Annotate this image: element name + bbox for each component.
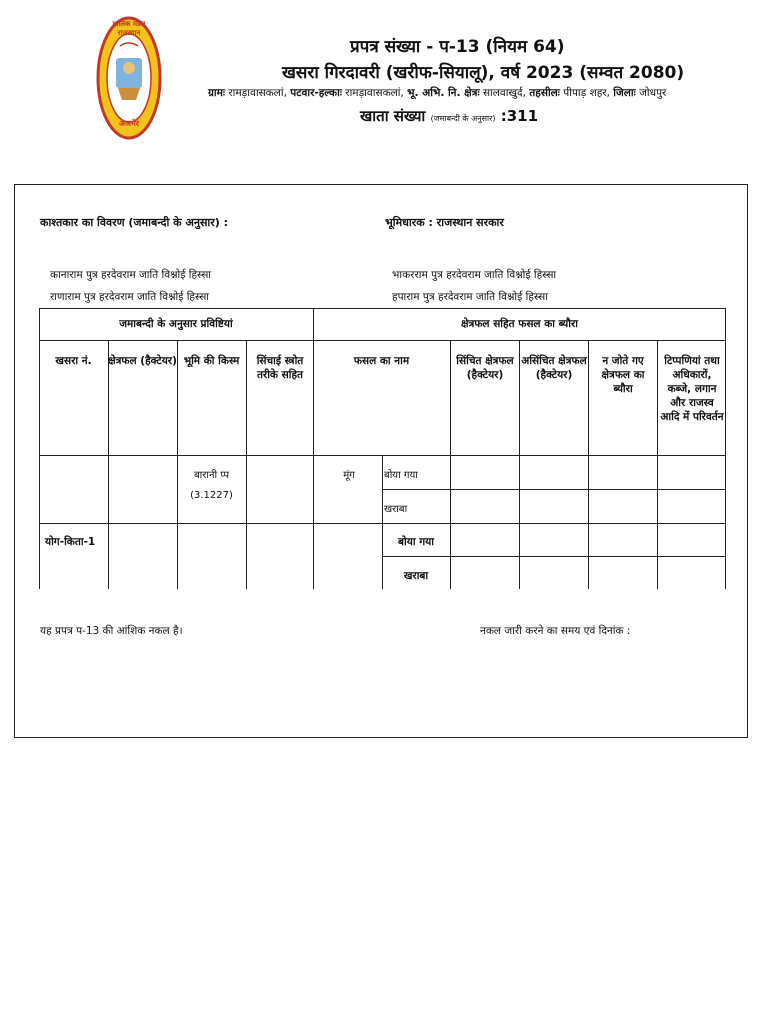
khata-value: :311	[500, 107, 539, 125]
issue-time-label: नकल जारी करने का समय एवं दिनांक :	[480, 625, 631, 637]
gram-value: रामड़ावासकलां,	[228, 87, 287, 99]
crop-table	[39, 308, 726, 589]
col-irrigated-area: सिंचित क्षेत्रफल (हैक्टेयर)	[456, 355, 514, 381]
total-damaged: खराबा	[403, 570, 429, 582]
cultivator-label: काश्तकार का विवरण (जमाबन्दी के अनुसार) :	[40, 216, 228, 229]
col-remarks: टिप्पणियां तथा अधिकारों, कब्जे, लगान और राजस्व आदि में परिवर्तन	[660, 355, 724, 423]
page-title: खसरा गिरदावरी (खरीफ-सियालू), वर्ष 2023 (सम्वत 2080)	[282, 63, 685, 83]
patwar-value: रामड़ावासकलां,	[345, 87, 404, 99]
partial-copy-note: यह प्रपत्र प-13 की आंशिक नकल है।	[40, 625, 183, 637]
bhu-value: सालवाखुर्द,	[482, 87, 526, 99]
col-unirrigated-area: असिंचित क्षेत्रफल (हैक्टेयर)	[521, 355, 587, 381]
group-header-crop: क्षेत्रफल सहित फसल का ब्यौरा	[461, 318, 578, 330]
group-header-jamabandi: जमाबन्दी के अनुसार प्रविष्टियां	[119, 318, 233, 330]
zila-label: जिलाः	[613, 87, 636, 99]
bhu-label: भू. अभि. नि. क्षेत्रः	[407, 87, 480, 99]
landholder-label: भूमिधारक : राजस्थान सरकार	[385, 216, 504, 229]
owner-right-1: भाकरराम पुत्र हरदेवराम जाति विश्नोई हिस्सा	[392, 269, 557, 281]
cell-sown: बोया गया	[384, 470, 418, 481]
khata-number	[360, 106, 538, 126]
location-line	[208, 86, 666, 100]
owner-left-1: कानाराम पुत्र हरदेवराम जाति विश्नोई हिस्सा	[50, 269, 212, 281]
tehsil-label: तहसीलः	[529, 87, 560, 99]
form-number: प्रपत्र संख्या - प-13 (नियम 64)	[350, 37, 565, 57]
gram-label: ग्रामः	[208, 87, 226, 99]
owner-right-2: हपाराम पुत्र हरदेवराम जाति विश्नोई हिस्सा	[392, 291, 548, 303]
khata-label: खाता संख्या	[360, 107, 426, 125]
seal-bottom-text: अजमेर	[118, 119, 140, 128]
cell-land-type: बारानी प्प	[193, 470, 230, 481]
patwar-label: पटवार-हल्काः	[290, 87, 342, 99]
cell-area-value: (3.1227)	[190, 490, 233, 501]
col-uncultivated-area: न जोते गए क्षेत्रफल का ब्यौरा	[601, 355, 645, 395]
col-land-type: भूमि की किस्म	[183, 355, 240, 367]
cell-crop-name: मूंग	[343, 470, 355, 481]
col-crop-name: फसल का नाम	[353, 355, 410, 367]
total-sown: बोया गया	[398, 536, 434, 548]
total-row-label: योग-किता-1	[45, 536, 96, 548]
col-irrigation-source: सिंचाई स्त्रोत तरीके सहित	[256, 355, 304, 381]
col-khasra-no: खसरा नं.	[55, 355, 92, 367]
col-area: क्षेत्रफल (हैक्टेयर)	[108, 355, 177, 367]
cell-damaged: खराबा	[384, 504, 408, 515]
zila-value: जोधपुर	[639, 87, 667, 99]
owner-left-2: राणाराम पुत्र हरदेवराम जाति विश्नोई हिस्सा	[50, 291, 210, 303]
seal-top-text: मालिक मंडल राजस्थान	[112, 20, 146, 37]
tehsil-value: पीपाड़ शहर,	[563, 87, 610, 99]
khata-note: (जमाबन्दी के अनुसार)	[430, 114, 496, 123]
